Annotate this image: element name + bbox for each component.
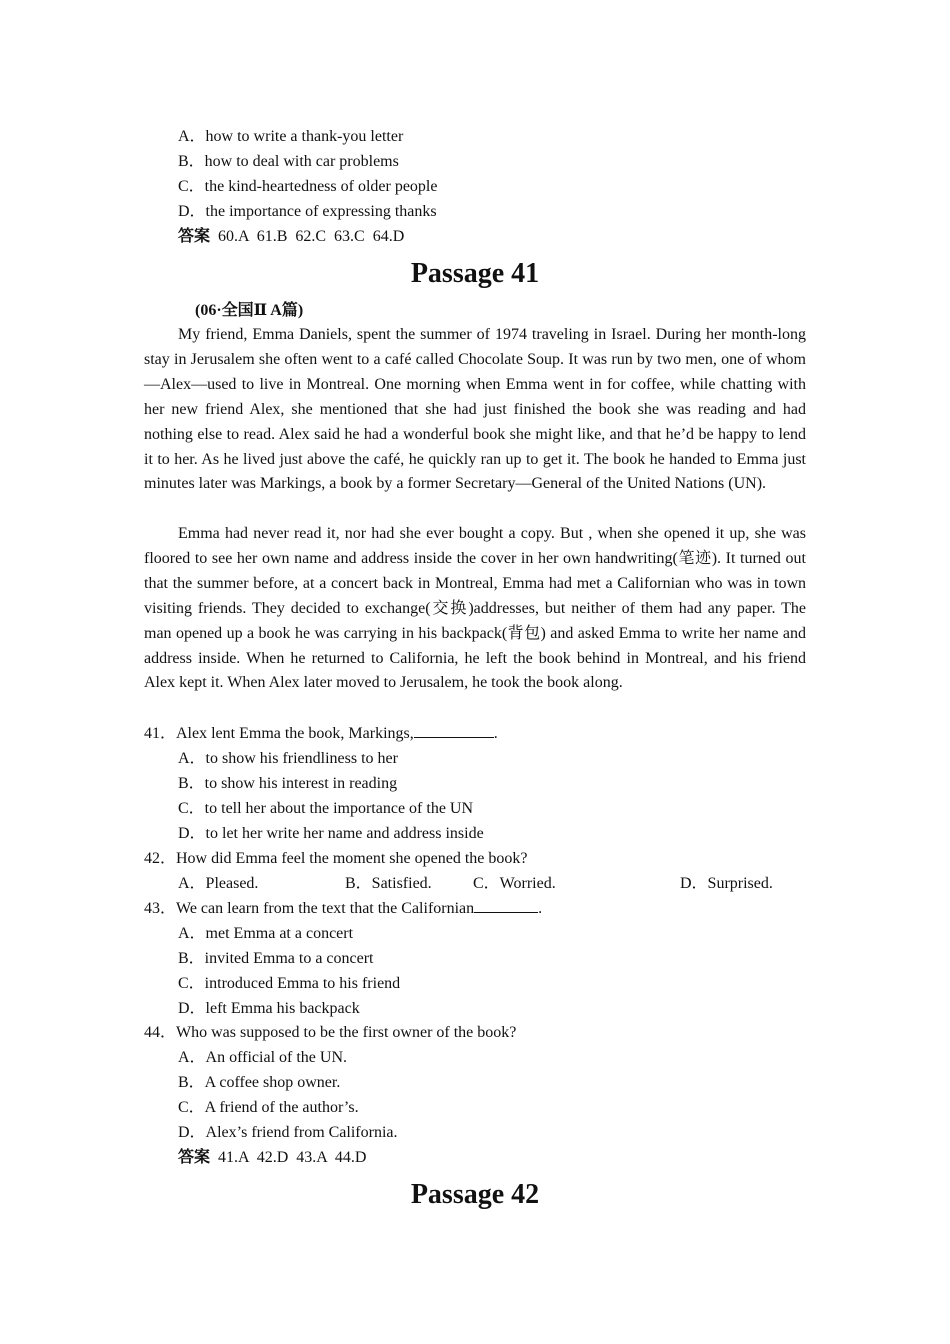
prev-option-b: B．how to deal with car problems bbox=[178, 153, 399, 170]
question-41-option-b: B．to show his interest in reading bbox=[178, 775, 398, 792]
answer-blank bbox=[474, 896, 538, 913]
question-43 bbox=[144, 896, 542, 921]
answer-label: 答案 bbox=[178, 1149, 211, 1166]
answer-blank bbox=[414, 721, 494, 738]
question-43-option-d: D．left Emma his backpack bbox=[178, 1000, 360, 1017]
question-41-end: . bbox=[493, 725, 498, 742]
question-44-option-c: C．A friend of the author’s. bbox=[178, 1099, 359, 1116]
prev-option-d: D．the importance of expressing thanks bbox=[178, 203, 437, 220]
question-41-option-d: D．to let her write her name and address inside bbox=[178, 825, 484, 842]
question-42-stem: 42．How did Emma feel the moment she opened the book? bbox=[144, 850, 528, 867]
question-41-option-a: A．to show his friendliness to her bbox=[178, 750, 398, 767]
question-44-stem: 44．Who was supposed to be the first owner of the book? bbox=[144, 1024, 517, 1041]
answer-label: 答案 bbox=[178, 228, 211, 245]
passage-41-title: Passage 41 bbox=[410, 258, 540, 289]
question-43-end: . bbox=[538, 900, 543, 917]
question-42-option-b: B．Satisfied. bbox=[345, 875, 432, 892]
question-43-option-c: C．introduced Emma to his friend bbox=[178, 975, 401, 992]
question-41-option-c: C．to tell her about the importance of the UN bbox=[178, 800, 474, 817]
question-41-stem: 41．Alex lent Emma the book, Markings, bbox=[144, 725, 414, 742]
passage-41-paragraph-1: My friend, Emma Daniels, spent the summer of 1974 traveling in Israel. During her month-long stay in Jerusalem she often went to a café called Chocolate Soup. It was run by two men, one of whom—Alex—used to live in Montreal. One morning when Emma went in for coffee, while chatting with her new friend Alex, she mentioned that she had just finished the book she was reading and had nothing else to read. Alex said he had a wonderful book she might like, and that he’d be happy to lend it to her. As he lived just above the café, he quickly ran up to get it. The book he handed to Emma just minutes later was Markings, a book by a former Secretary—General of the United Nations (UN). bbox=[144, 326, 806, 493]
question-44-option-d: D．Alex’s friend from California. bbox=[178, 1124, 398, 1141]
passage-41-source: (06·全国Ⅱ A篇) bbox=[195, 302, 304, 319]
prev-answer-key bbox=[178, 224, 404, 249]
question-44-option-b: B．A coffee shop owner. bbox=[178, 1074, 341, 1091]
question-43-option-a: A．met Emma at a concert bbox=[178, 925, 354, 942]
question-43-stem: 43．We can learn from the text that the Californian bbox=[144, 900, 475, 917]
question-42-option-a: A．Pleased. bbox=[178, 875, 259, 892]
question-42-option-c: C．Worried. bbox=[473, 875, 556, 892]
prev-option-c: C．the kind-heartedness of older people bbox=[178, 178, 438, 195]
question-42-option-d: D．Surprised. bbox=[680, 875, 773, 892]
passage-42-title: Passage 42 bbox=[410, 1179, 540, 1210]
question-44-option-a: A．An official of the UN. bbox=[178, 1049, 348, 1066]
question-41 bbox=[144, 721, 498, 746]
question-43-option-b: B．invited Emma to a concert bbox=[178, 950, 374, 967]
passage-41-paragraph-2: Emma had never read it, nor had she ever bought a copy. But , when she opened it up, she was floored to see her own name and address inside the cover in her own handwriting(笔迹). It turned out that the summer before, at a concert back in Montreal, Emma had met a Californian who was in town visiting friends. They decided to exchange(交换)addresses, but neither of them had any paper. The man opened up a book he was carrying in his backpack(背包) and asked Emma to write her name and address inside. When he returned to California, he left the book behind in Montreal, and his friend Alex kept it. When Alex later moved to Jerusalem, he took the book along. bbox=[144, 525, 806, 692]
answer-text: 41.A 42.D 43.A 44.D bbox=[218, 1149, 367, 1166]
passage-41-answer-key bbox=[178, 1145, 366, 1170]
prev-option-a: A．how to write a thank-you letter bbox=[178, 128, 404, 145]
answer-text: 60.A 61.B 62.C 63.C 64.D bbox=[218, 228, 405, 245]
